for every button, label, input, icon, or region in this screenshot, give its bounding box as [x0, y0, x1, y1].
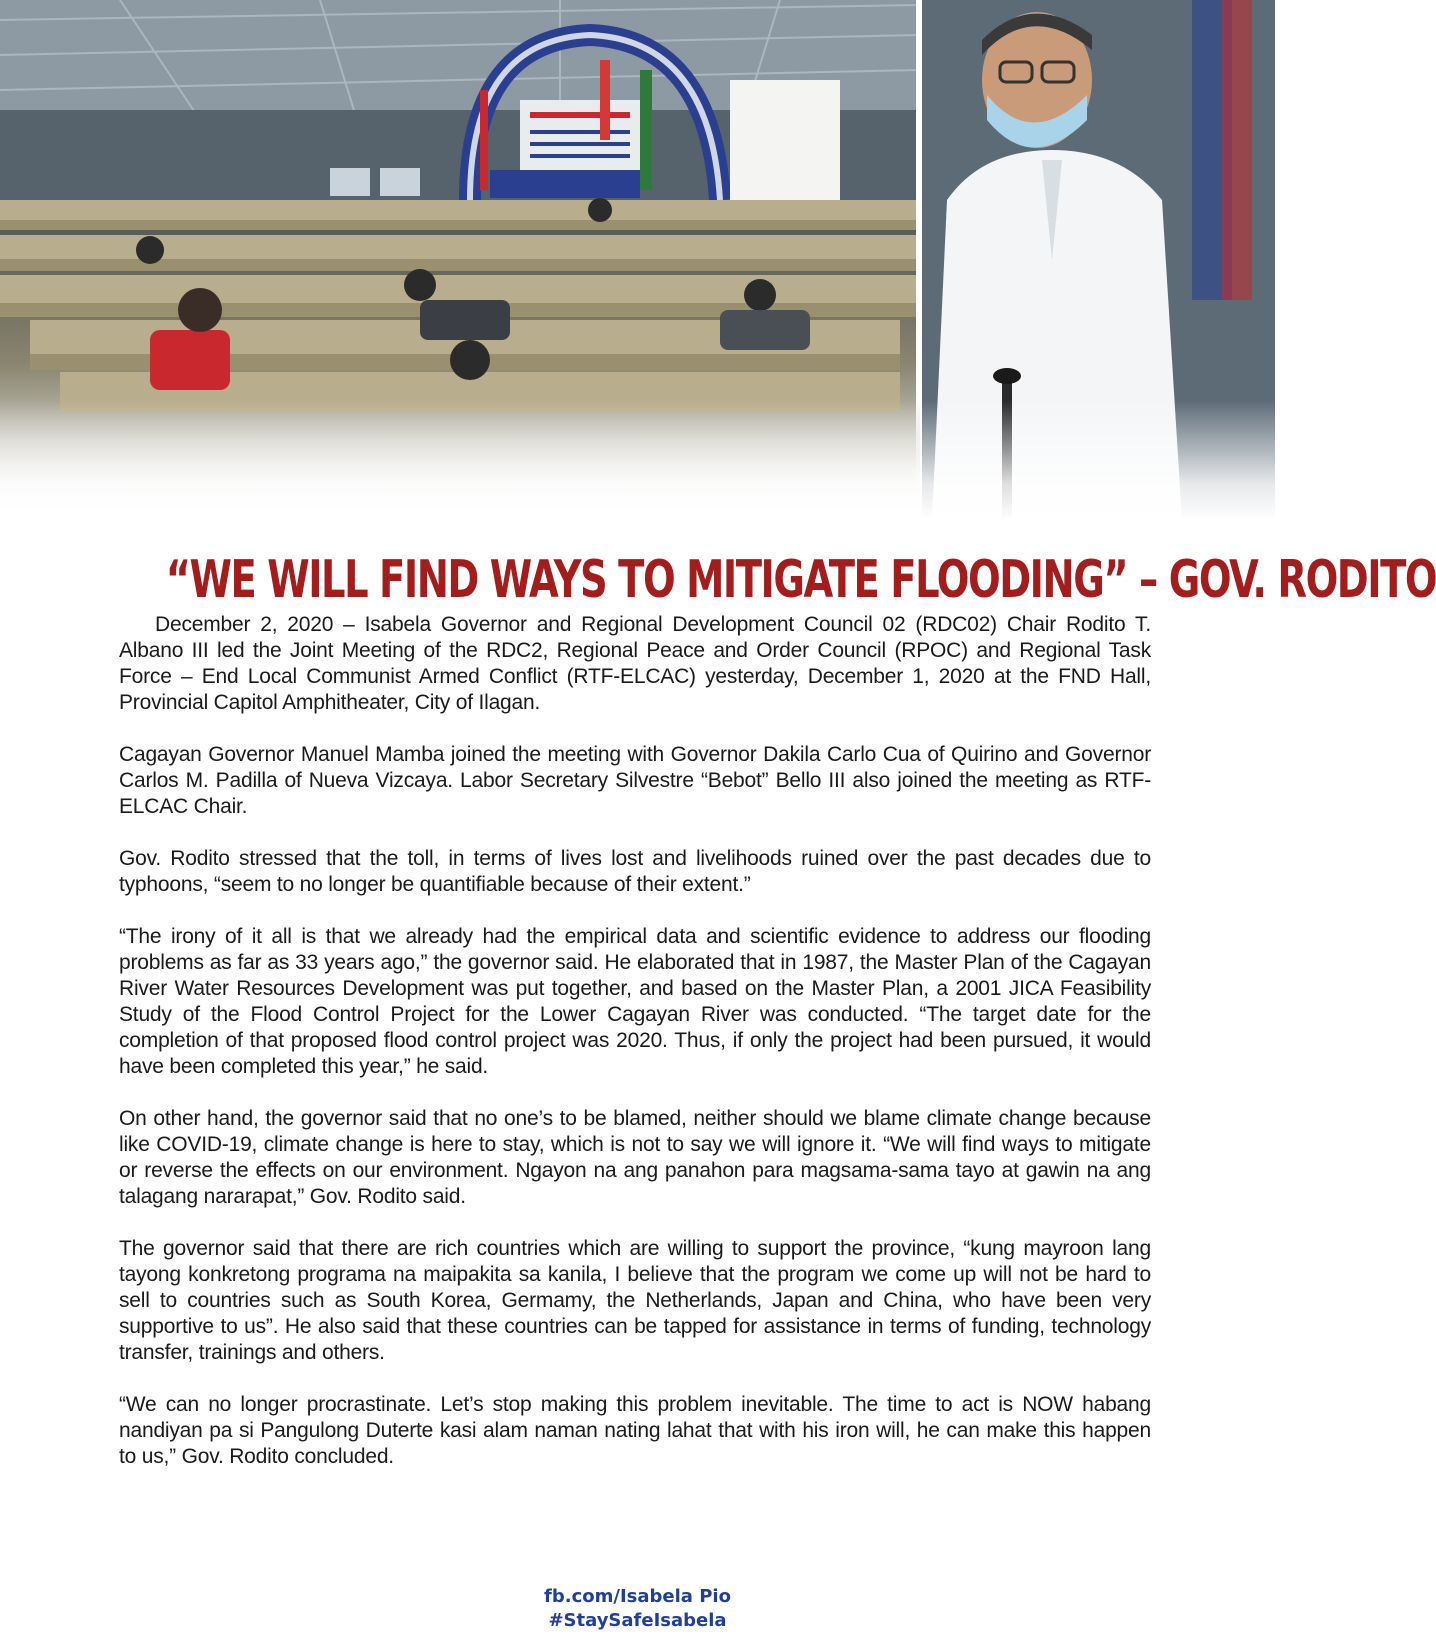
photo-banner	[0, 0, 1275, 520]
article-paragraph: On other hand, the governor said that no one’s to be blamed, neither should we blame climate change because like COVID-19, climate change is here to stay, which is not to say we will ignore it. “We will find ways to mitigate or reverse the effects on our environment. Ngayon na ang panahon para magsama-sama tayo at gawin na ang talagang nararapat,” Gov. Rodito said.	[119, 1107, 1151, 1208]
article-paragraph: Cagayan Governor Manuel Mamba joined the meeting with Governor Dakila Carlo Cua of Quirino and Governor Carlos M. Padilla of Nueva Vizcaya. Labor Secretary Silvestre “Bebot” Bello III also joined the meeting as RTF-ELCAC Chair.	[119, 743, 1151, 818]
article-paragraph: December 2, 2020 – Isabela Governor and Regional Development Council 02 (RDC02) Chair Rodito T. Albano III led the Joint Meeting of the RDC2, Regional Peace and Order Council (RPOC) and Regional Task Force – End Local Communist Armed Conflict (RTF-ELCAC) yesterday, December 1, 2020 at the FND Hall, Provincial Capitol Amphitheater, City of Ilagan.	[119, 613, 1151, 714]
facebook-page-link[interactable]: fb.com/Isabela Pio	[544, 1586, 731, 1607]
footer	[0, 1585, 1275, 1633]
article-paragraph: “The irony of it all is that we already had the empirical data and scientific evidence to address our flooding problems as far as 33 years ago,” the governor said. He elaborated that in 1987, the Master Plan of the Cagayan River Water Resources Development was put together, and based on the Master Plan, a 2001 JICA Feasibility Study of the Flood Control Project for the Lower Cagayan River was conducted. “The target date for the completion of that proposed flood control project was 2020. Thus, if only the project had been pursued, it would have been completed this year,” he said.	[119, 925, 1151, 1078]
banner-fade	[0, 400, 1275, 520]
article-body	[119, 612, 1151, 1496]
article-paragraph: “We can no longer procrastinate. Let’s stop making this problem inevitable. The time to act is NOW habang nandiyan pa si Pangulong Duterte kasi alam naman nating lahat that with his iron will, he can make this happen to us,” Gov. Rodito concluded.	[119, 1393, 1151, 1468]
article-headline: “WE WILL FIND WAYS TO MITIGATE FLOODING” – GOV. RODITO	[165, 549, 1436, 610]
hashtag: #StaySafeIsabela	[548, 1610, 727, 1631]
article-paragraph: Gov. Rodito stressed that the toll, in terms of lives lost and livelihoods ruined over the past decades due to typhoons, “seem to no longer be quantifiable because of their extent.”	[119, 847, 1151, 896]
article-paragraph: The governor said that there are rich countries which are willing to support the province, “kung mayroon lang tayong konkretong programa na maipakita sa kanila, I believe that the program we come up will not be hard to sell to countries such as South Korea, Germamy, the Netherlands, Japan and China, who have been very supportive to us”. He also said that these countries can be tapped for assistance in terms of funding, technology transfer, trainings and others.	[119, 1237, 1151, 1364]
